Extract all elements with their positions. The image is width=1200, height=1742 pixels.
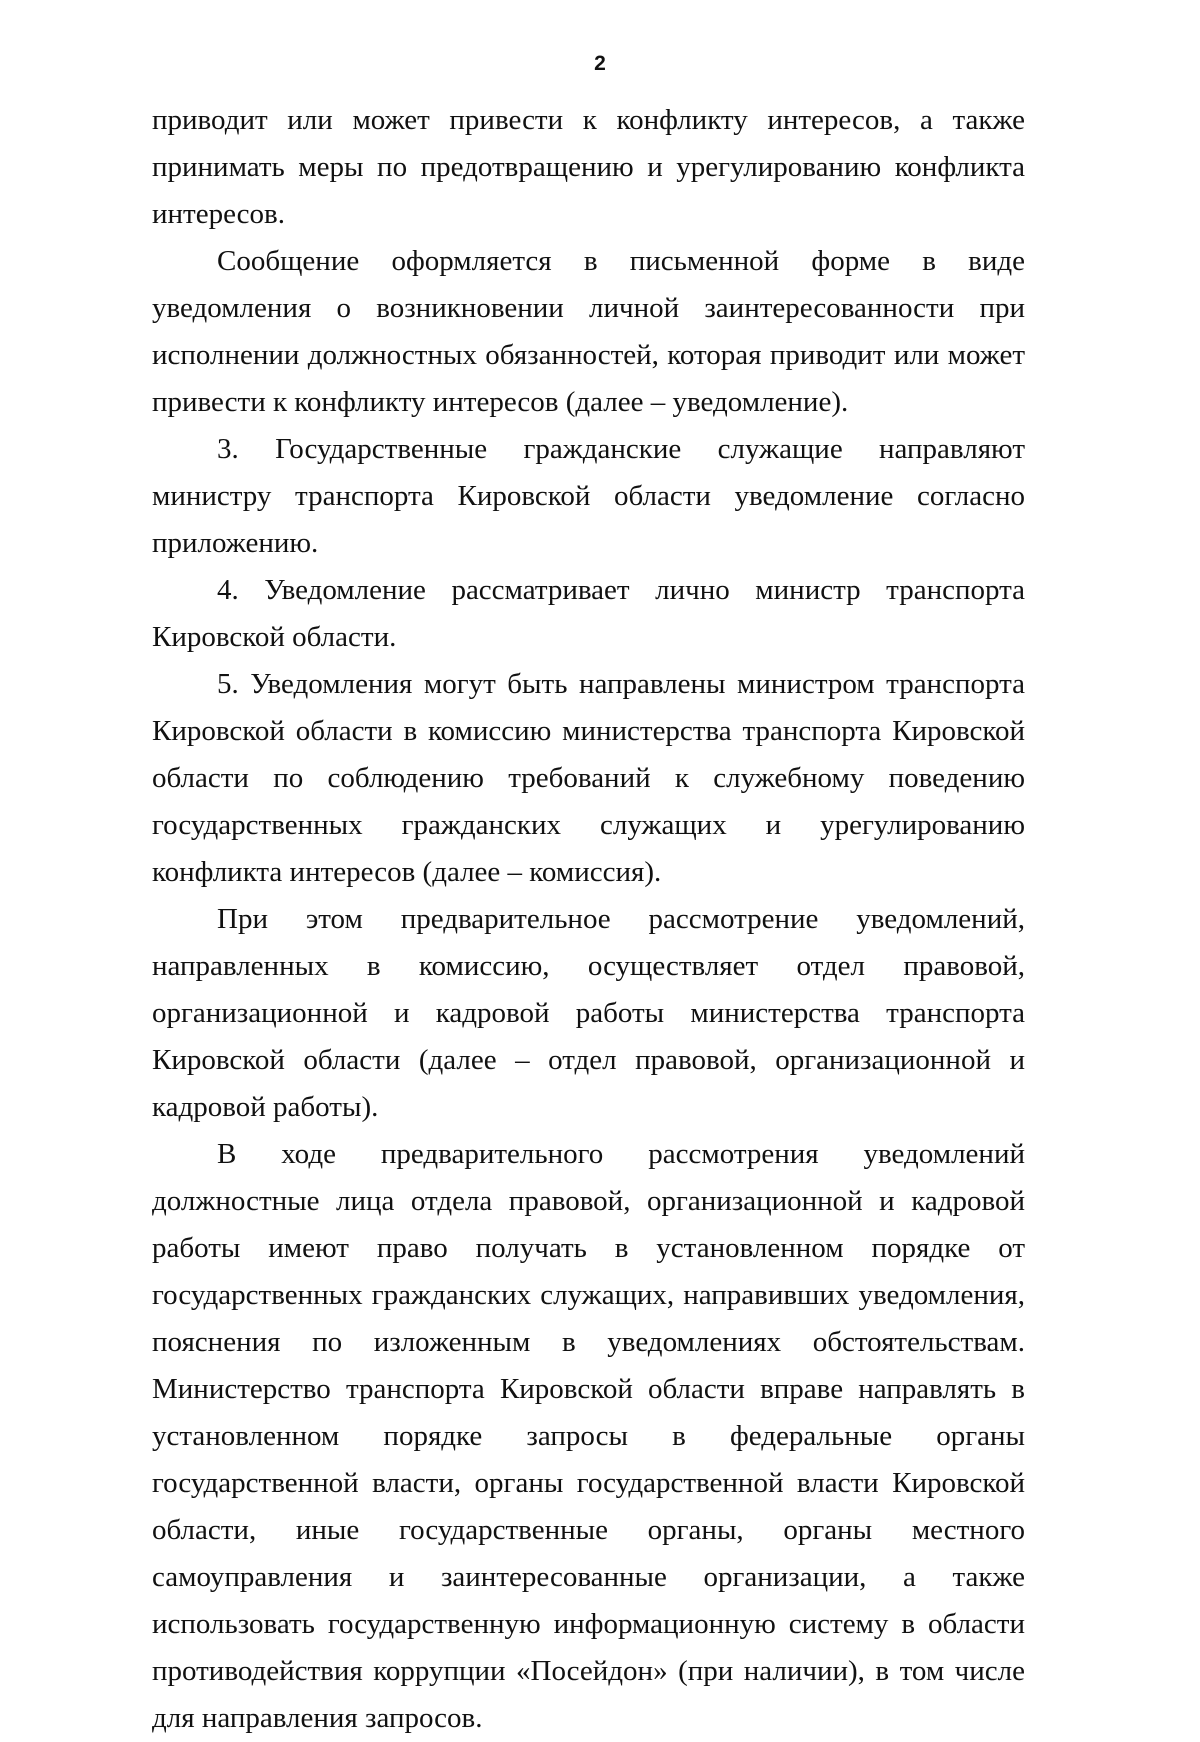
paragraph-item-3: 3. Государственные гражданские служащие направляют министру транспорта Кировской области уведомление согласно приложению. [152, 433, 1025, 559]
paragraph-item-4: 4. Уведомление рассматривает лично министр транспорта Кировской области. [152, 574, 1025, 653]
paragraph-continuation: приводит или может привести к конфликту интересов, а также принимать меры по предотвращению и урегулированию конфликта интересов. [152, 104, 1025, 230]
document-body [152, 97, 1025, 1742]
paragraph-item-5: 5. Уведомления могут быть направлены министром транспорта Кировской области в комиссию министерства транспорта Кировской области по соблюдению требований к служебному поведению государственных гражданских служащих и урегулированию конфликта интересов (далее – комиссия). [152, 668, 1025, 888]
paragraph-notification-form: Сообщение оформляется в письменной форме в виде уведомления о возникновении личной заинтересованности при исполнении должностных обязанностей, которая приводит или может привести к конфликту интересов (далее – уведомление). [152, 245, 1025, 418]
paragraph-review-rights: В ходе предварительного рассмотрения уведомлений должностные лица отдела правовой, организационной и кадровой работы имеют право получать в установленном порядке от государственных гражданских служащих, направивших уведомления, пояснения по изложенным в уведомлениях обстоятельствам. Министерство транспорта Кировской области вправе направлять в установленном порядке запросы в федеральные органы государственной власти, органы государственной власти Кировской области, иные государственные органы, органы местного самоуправления и заинтересованные организации, а также использовать государственную информационную систему в области противодействия коррупции «Посейдон» (при наличии), в том числе для направления запросов. [152, 1138, 1025, 1734]
page-number: 2 [594, 52, 606, 75]
paragraph-preliminary-review: При этом предварительное рассмотрение уведомлений, направленных в комиссию, осуществляет отдел правовой, организационной и кадровой работы министерства транспорта Кировской области (далее – отдел правовой, организационной и кадровой работы). [152, 903, 1025, 1123]
